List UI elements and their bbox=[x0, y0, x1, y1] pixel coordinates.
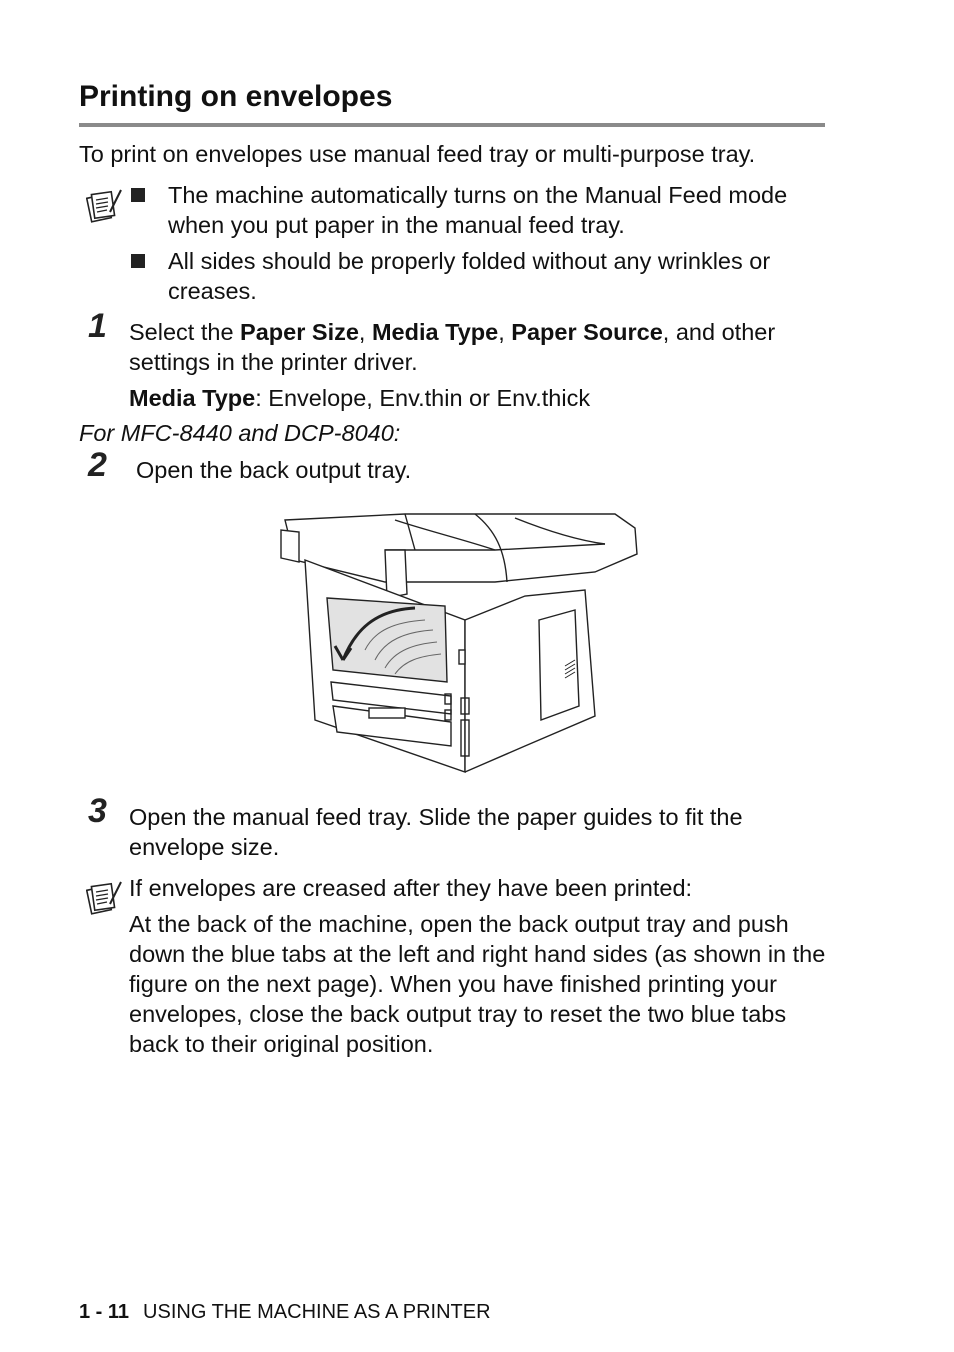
intro-text: To print on envelopes use manual feed tray or multi-purpose tray. bbox=[79, 141, 756, 167]
models-note: For MFC-8440 and DCP-8040: bbox=[79, 420, 401, 446]
note-icon bbox=[86, 188, 122, 224]
page-title: Printing on envelopes bbox=[79, 80, 393, 113]
media-type-line: Media Type: Envelope, Env.thin or Env.thick bbox=[129, 385, 591, 411]
bullet-marker bbox=[131, 254, 145, 268]
page-number: 1 - 11 bbox=[79, 1301, 130, 1323]
step2-text: Open the back output tray. bbox=[136, 457, 412, 483]
note1-bullet-2: All sides should be properly folded without any wrinkles or creases. bbox=[168, 248, 771, 304]
note1-bullet-1: The machine automatically turns on the Manual Feed mode when you put paper in the manual feed tray. bbox=[168, 182, 788, 238]
step3-text: Open the manual feed tray. Slide the paper guides to fit the envelope size. bbox=[129, 804, 743, 860]
note2-body: At the back of the machine, open the back output tray and push down the blue tabs at the left and right hand sides (as shown in the figure on the next page). When you have finished printing your envelopes, close the back output tray to reset the two blue tabs back to their original position. bbox=[129, 911, 826, 1057]
bullet-marker bbox=[131, 188, 145, 202]
title-rule bbox=[79, 123, 825, 127]
chapter-title: USING THE MACHINE AS A PRINTER bbox=[143, 1301, 491, 1323]
step1-text: Select the Paper Size, Media Type, Paper Source, and other settings in the printer driver. bbox=[129, 319, 776, 375]
note-icon bbox=[86, 880, 122, 916]
step-number: 3 bbox=[88, 792, 107, 830]
step-number: 2 bbox=[88, 446, 107, 484]
machine-back-illustration bbox=[275, 510, 645, 792]
page-footer bbox=[79, 1301, 491, 1324]
step-number: 1 bbox=[88, 307, 107, 345]
note2-intro: If envelopes are creased after they have been printed: bbox=[129, 875, 693, 901]
